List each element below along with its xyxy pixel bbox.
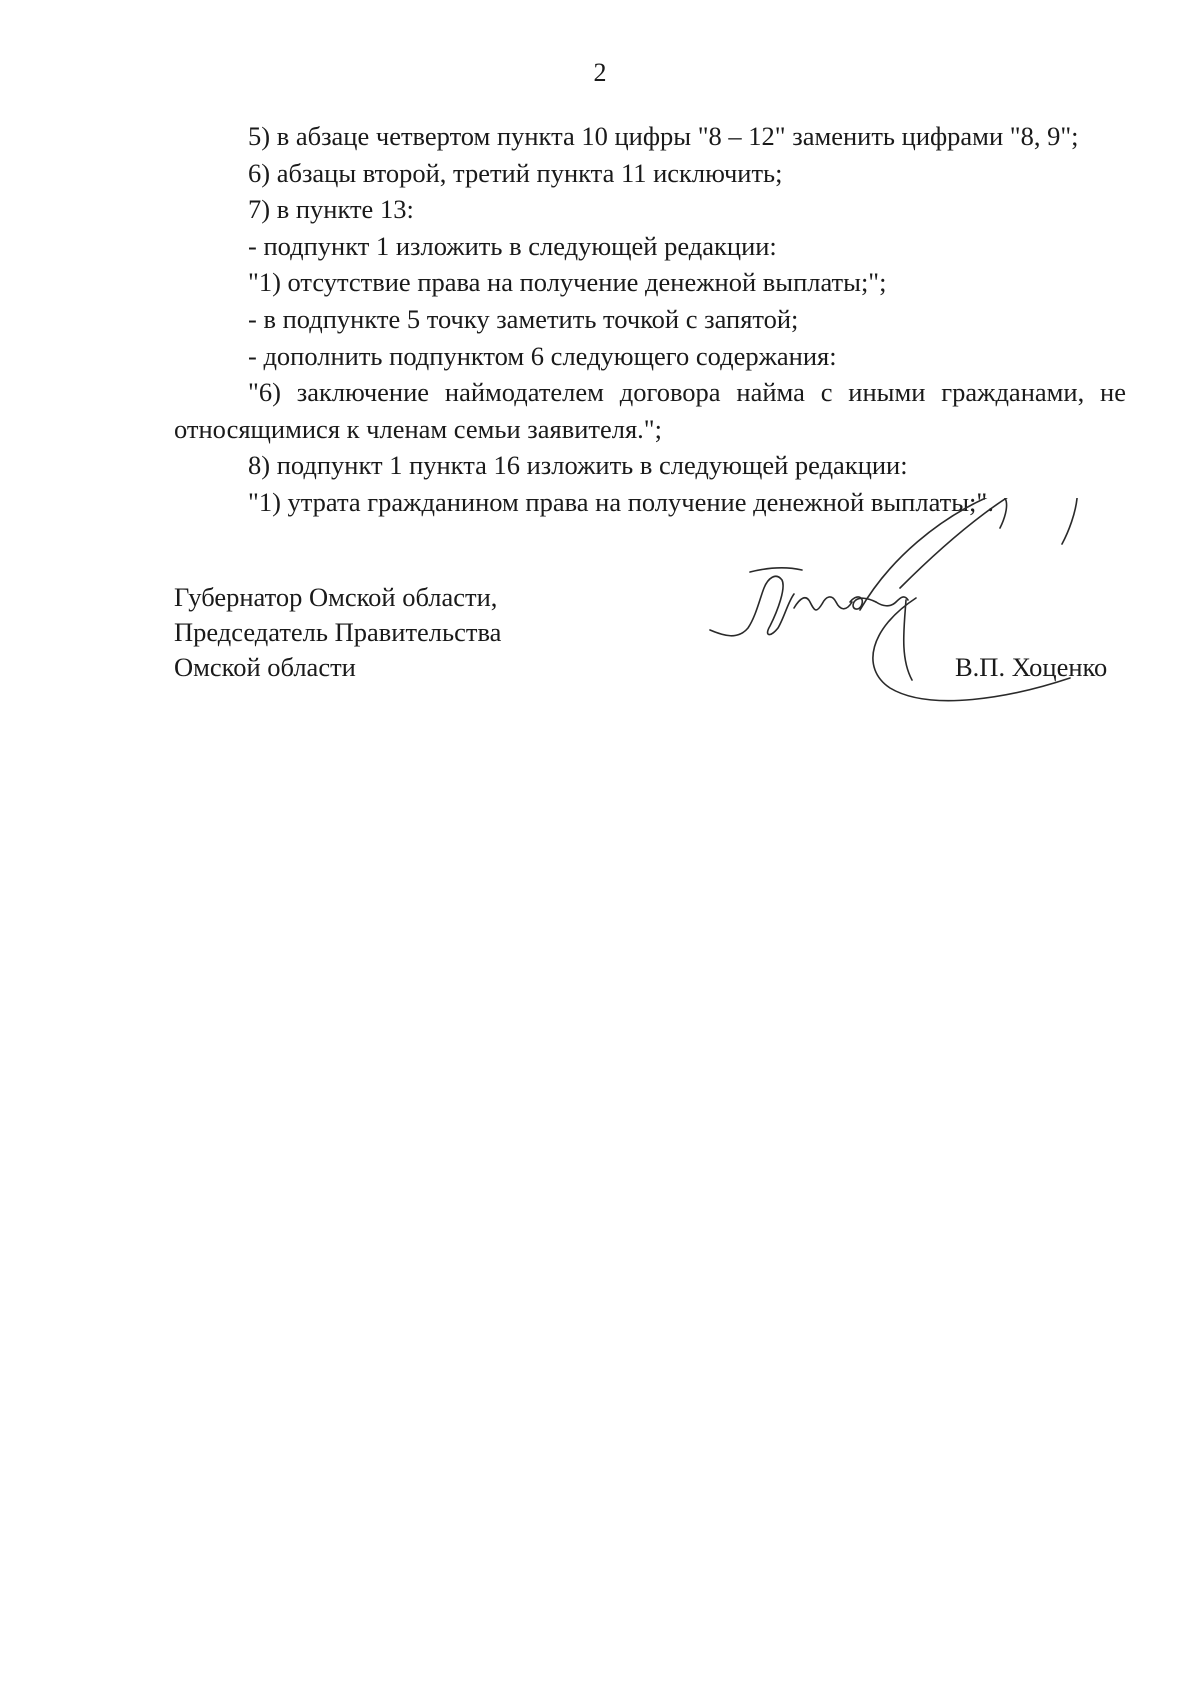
signatory-name: В.П. Хоценко [955,652,1108,682]
amendment-item-6: 6) абзацы второй, третий пункта 11 исключить; [248,157,783,188]
amendment-quote-1: "1) отсутствие права на получение денежной выплаты;"; [248,267,887,298]
amendment-subitem-1: - подпункт 1 изложить в следующей редакции: [248,230,777,261]
handwritten-signature-icon [690,498,1110,728]
amendment-item-7: 7) в пункте 13: [248,194,414,225]
page-number: 2 [593,58,607,87]
amendment-item-8: 8) подпункт 1 пункта 16 изложить в следующей редакции: [248,450,908,481]
amendment-quote-16: "1) утрата гражданином права на получение денежной выплаты;". [248,486,994,517]
signatory-title-line-1: Губернатор Омской области, [174,582,498,612]
amendment-quote-6: "6) заключение наймодателем договора найма с иными гражданами, не относящимися к членам семьи заявителя."; [174,377,1126,444]
document-body [174,118,1126,521]
amendment-subitem-6: - дополнить подпунктом 6 следующего содержания: [248,340,837,371]
signatory-title [174,580,501,685]
signatory-title-line-3: Омской области [174,652,356,682]
amendment-subitem-5: - в подпункте 5 точку заметить точкой с запятой; [248,303,799,334]
signatory-title-line-2: Председатель Правительства [174,617,502,647]
amendment-item-5: 5) в абзаце четвертом пункта 10 цифры "8 – 12" заменить цифрами "8, 9"; [248,121,1079,151]
